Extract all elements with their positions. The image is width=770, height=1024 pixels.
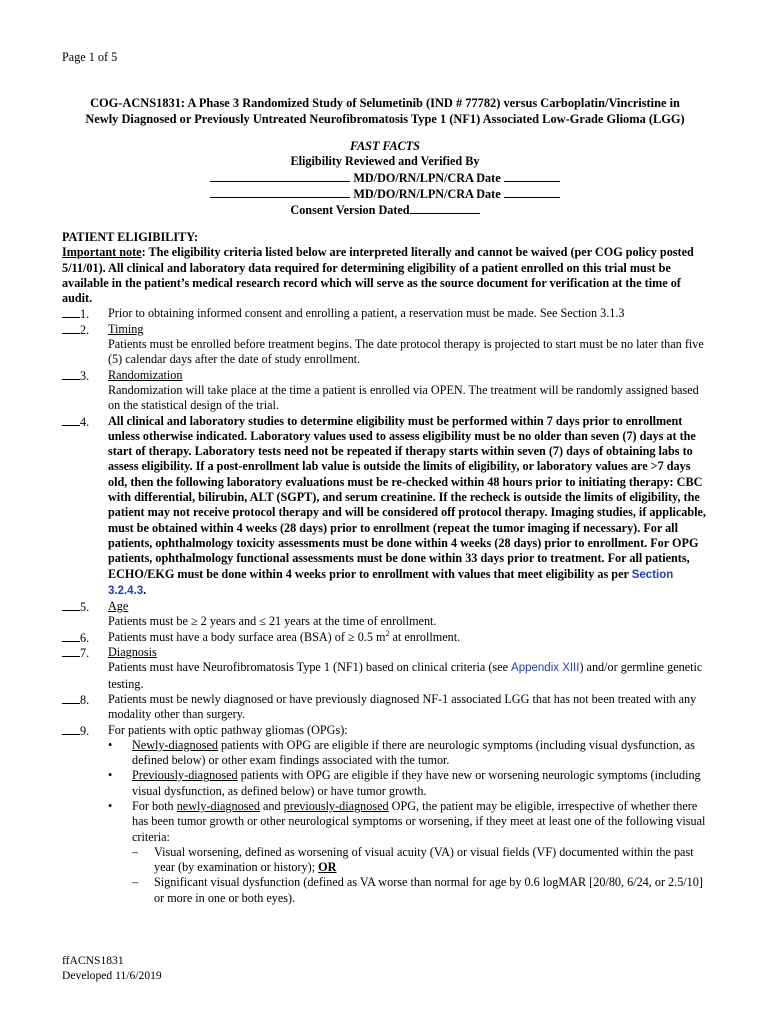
consent-version-line: Consent Version Dated (60, 202, 710, 218)
list-item: – Visual worsening, defined as worsening of visual acuity (VA) or visual fields (VF) documented within the past year (by examination or history); OR (132, 845, 710, 876)
checkbox-blank[interactable] (62, 306, 80, 318)
criterion-5: 5. Age Patients must be ≥ 2 years and ≤ 21 years at the time of enrollment. (62, 599, 710, 630)
visual-criteria-list (132, 845, 710, 906)
title-line-2: Newly Diagnosed or Previously Untreated Neurofibromatosis Type 1 (NF1) Associated Low-Grade Glioma (LGG) (85, 111, 685, 126)
opg-bullet-list (108, 738, 710, 906)
page-footer (62, 954, 162, 983)
criterion-8: 8. Patients must be newly diagnosed or have previously diagnosed NF-1 associated LGG that has not been treated with any modality other than surgery. (62, 692, 710, 723)
criterion-9: 9. For patients with optic pathway gliomas (OPGs): • Newly-diagnosed patients with OPG are eligible if there are neurologic symptoms (including visual dysfunction, as defined below) or other exam findings associated with the tumor. • Previously-diagnosed patients with OPG are eligible if they have new or worsening neurologic symptoms (including visual dysfunction, as defined below) or have tumor growth. • For both newly-diagnosed and previously-diagnosed OPG, the patient may be eligible, irrespective of whether there has been tumor growth or other neurological symptoms or worsening, if they meet at least one of the following visual criteria: – Visual worsening, defined as worsening of visual acuity (VA) or visual fields (VF) documented within the past year (by examination or history); OR – Significant visual dysfunction (defined as VA worse than normal for age by 0.6 logMAR [20/80, 6/24, or 2.5/10] or more in one or both eyes). (62, 723, 710, 907)
appendix-link[interactable]: Appendix XIII (511, 662, 580, 675)
signature-blank[interactable] (210, 186, 350, 198)
list-item: • Newly-diagnosed patients with OPG are eligible if there are neurologic symptoms (including visual dysfunction, as defined below) or other exam findings associated with the tumor. (108, 738, 710, 769)
signature-line-2: MD/DO/RN/LPN/CRA Date (60, 186, 710, 202)
important-note: Important note: The eligibility criteria listed below are interpreted literally and cannot be waived (per COG policy posted 5/11/01). All clinical and laboratory data required for determining eligibility of a patient enrolled on this trial must be available in the patient’s medical research record which will serve as the source document for verification at the time of audit. (62, 245, 694, 306)
checkbox-blank[interactable] (62, 645, 80, 657)
checkbox-blank[interactable] (62, 630, 80, 642)
checkbox-blank[interactable] (62, 414, 80, 426)
criterion-6: 6. Patients must have a body surface area (BSA) of ≥ 0.5 $m^2$ at enrollment. (62, 630, 710, 645)
eligibility-section (62, 230, 710, 906)
checkbox-blank[interactable] (62, 692, 80, 704)
criterion-heading: Diagnosis (108, 645, 157, 660)
checkbox-blank[interactable] (62, 723, 80, 735)
criterion-heading: Age (108, 599, 129, 614)
criterion-heading: Timing (108, 321, 144, 336)
date-blank[interactable] (504, 170, 560, 182)
criterion-2: 2. Timing Patients must be enrolled before treatment begins. The date protocol therapy is projected to start must be no later than five (5) calendar days after the date of study enrollment. (62, 322, 710, 368)
signature-blank[interactable] (210, 170, 350, 182)
checkbox-blank[interactable] (62, 322, 80, 334)
section-link[interactable]: Section 3.2.4.3 (108, 568, 674, 597)
criterion-4: 4. All clinical and laboratory studies to determine eligibility must be performed within 7 days prior to enrollment unless otherwise indicated. Laboratory values used to assess eligibility must be no older than seven (7) days at the start of therapy. Laboratory tests need not be repeated if therapy starts within seven (7) days of obtaining labs to assess eligibility. If a post-enrollment lab value is outside the limits of eligibility, or laboratory values are >7 days old, then the following laboratory evaluations must be re-checked within 48 hours prior to initiating therapy: CBC with differential, bilirubin, ALT (SGPT), and serum creatinine. If the recheck is outside the limits of eligibility, the patient may not receive protocol therapy and will be considered off protocol therapy. Imaging studies, if applicable, must be obtained within 4 weeks (28 days) prior to enrollment (repeat the tumor imaging if necessary). For all patients, ophthalmology toxicity assessments must be done within 4 weeks (28 days) prior to enrollment. For OPG patients, ophthalmology functional assessments must be done within 33 days prior to treatment. For all patients, ECHO/EKG must be done within 4 weeks prior to enrollment with values that meet eligibility as per Section 3.2.4.3. (62, 414, 710, 600)
footer-doc-id: ffACNS1831 (62, 954, 124, 967)
list-item: – Significant visual dysfunction (defined as VA worse than normal for age by 0.6 logMAR [20/80, 6/24, or 2.5/10] or more in one or both eyes). (132, 875, 710, 906)
eligibility-reviewed-line: Eligibility Reviewed and Verified By (290, 154, 480, 169)
criterion-3: 3. Randomization Randomization will take place at the time a patient is enrolled via OPEN. The treatment will be randomly assigned based on the statistical design of the trial. (62, 368, 710, 414)
checkbox-blank[interactable] (62, 368, 80, 380)
title-line-1: COG-ACNS1831: A Phase 3 Randomized Study of Selumetinib (IND # 77782) versus Carboplatin/Vincristine in (90, 96, 680, 110)
page-number: Page 1 of 5 (62, 50, 118, 64)
list-item: • Previously-diagnosed patients with OPG are eligible if they have new or worsening neurologic symptoms (including visual dysfunction, as defined below) or have tumor growth. (108, 768, 710, 799)
document-title (40, 96, 730, 127)
date-blank[interactable] (504, 186, 560, 198)
criterion-1: 1. Prior to obtaining informed consent and enrolling a patient, a reservation must be made. See Section 3.1.3 (62, 306, 710, 321)
consent-date-blank[interactable] (410, 202, 480, 214)
criterion-heading: Randomization (108, 367, 183, 382)
signature-line-1: MD/DO/RN/LPN/CRA Date (60, 170, 710, 186)
list-item: • For both newly-diagnosed and previously-diagnosed OPG, the patient may be eligible, irrespective of whether there has been tumor growth or other neurological symptoms or worsening, if they meet at least one of the following visual criteria: – Visual worsening, defined as worsening of visual acuity (VA) or visual fields (VF) documented within the past year (by examination or history); OR – Significant visual dysfunction (defined as VA worse than normal for age by 0.6 logMAR [20/80, 6/24, or 2.5/10] or more in one or both eyes). (108, 799, 710, 906)
criterion-7: 7. Diagnosis Patients must have Neurofibromatosis Type 1 (NF1) based on clinical criteria (see Appendix XIII) and/or germline genetic testing. (62, 645, 710, 692)
fast-facts-heading: FAST FACTS (350, 139, 420, 153)
checkbox-blank[interactable] (62, 599, 80, 611)
footer-developed-date: Developed 11/6/2019 (62, 968, 162, 982)
fast-facts-block (60, 139, 710, 218)
section-heading: PATIENT ELIGIBILITY: (62, 230, 199, 244)
